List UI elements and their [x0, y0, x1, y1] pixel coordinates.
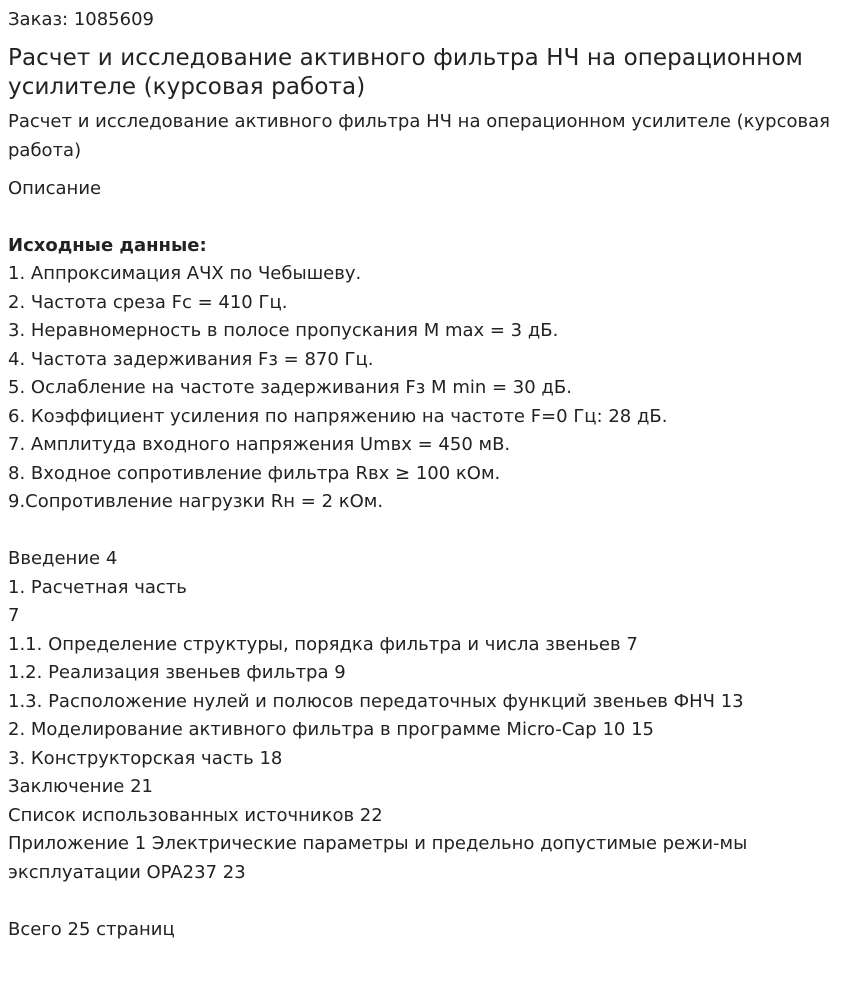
- contents-item: 7: [8, 605, 20, 626]
- input-item: 7. Амплитуда входного напряжения Umвх = 450 мВ.: [8, 434, 511, 455]
- contents-item: Список использованных источников 22: [8, 804, 383, 826]
- input-item: 3. Неравномерность в полосе пропускания M max = 3 дБ.: [8, 320, 559, 341]
- contents-item: 1.2. Реализация звеньев фильтра 9: [8, 662, 346, 683]
- total-pages: Всего 25 страниц: [8, 918, 175, 940]
- contents-item: 2. Моделирование активного фильтра в программе Micro-Cap 10 15: [8, 719, 654, 740]
- contents-item: Введение 4: [8, 548, 118, 569]
- page-subtitle: Расчет и исследование активного фильтра НЧ на операционном усилителе (курсовая работа): [8, 111, 830, 161]
- page-title: Расчет и исследование активного фильтра НЧ на операционном усилителе (курсовая работа): [8, 45, 803, 100]
- input-item: 4. Частота задерживания Fз = 870 Гц.: [8, 348, 374, 370]
- input-item: 5. Ослабление на частоте задерживания Fз M min = 30 дБ.: [8, 377, 572, 398]
- contents-item: Приложение 1 Электрические параметры и предельно допустимые режи-мы эксплуатации OPA237 23: [8, 833, 748, 883]
- input-data-heading: Исходные данные:: [8, 234, 207, 256]
- contents-item: 1.3. Расположение нулей и полюсов передаточных функций звеньев ФНЧ 13: [8, 690, 744, 712]
- spacer: [8, 517, 839, 546]
- document-body: [8, 232, 839, 945]
- contents-item: 1.1. Определение структуры, порядка фильтра и числа звеньев 7: [8, 633, 638, 655]
- input-item: 2. Частота среза Fс = 410 Гц.: [8, 291, 288, 313]
- input-item: 9.Сопротивление нагрузки Rн = 2 кОм.: [8, 491, 384, 512]
- input-item: 8. Входное сопротивление фильтра Rвх ≥ 100 кОм.: [8, 462, 501, 484]
- order-number: Заказ: 1085609: [8, 9, 154, 30]
- input-item: 1. Аппроксимация АЧХ по Чебышеву.: [8, 263, 362, 284]
- input-item: 6. Коэффициент усиления по напряжению на частоте F=0 Гц: 28 дБ.: [8, 405, 668, 427]
- description-label: Описание: [8, 178, 102, 199]
- spacer: [8, 887, 839, 916]
- contents-item: 3. Конструкторская часть 18: [8, 747, 283, 769]
- contents-item: Заключение 21: [8, 776, 153, 797]
- contents-item: 1. Расчетная часть: [8, 576, 187, 598]
